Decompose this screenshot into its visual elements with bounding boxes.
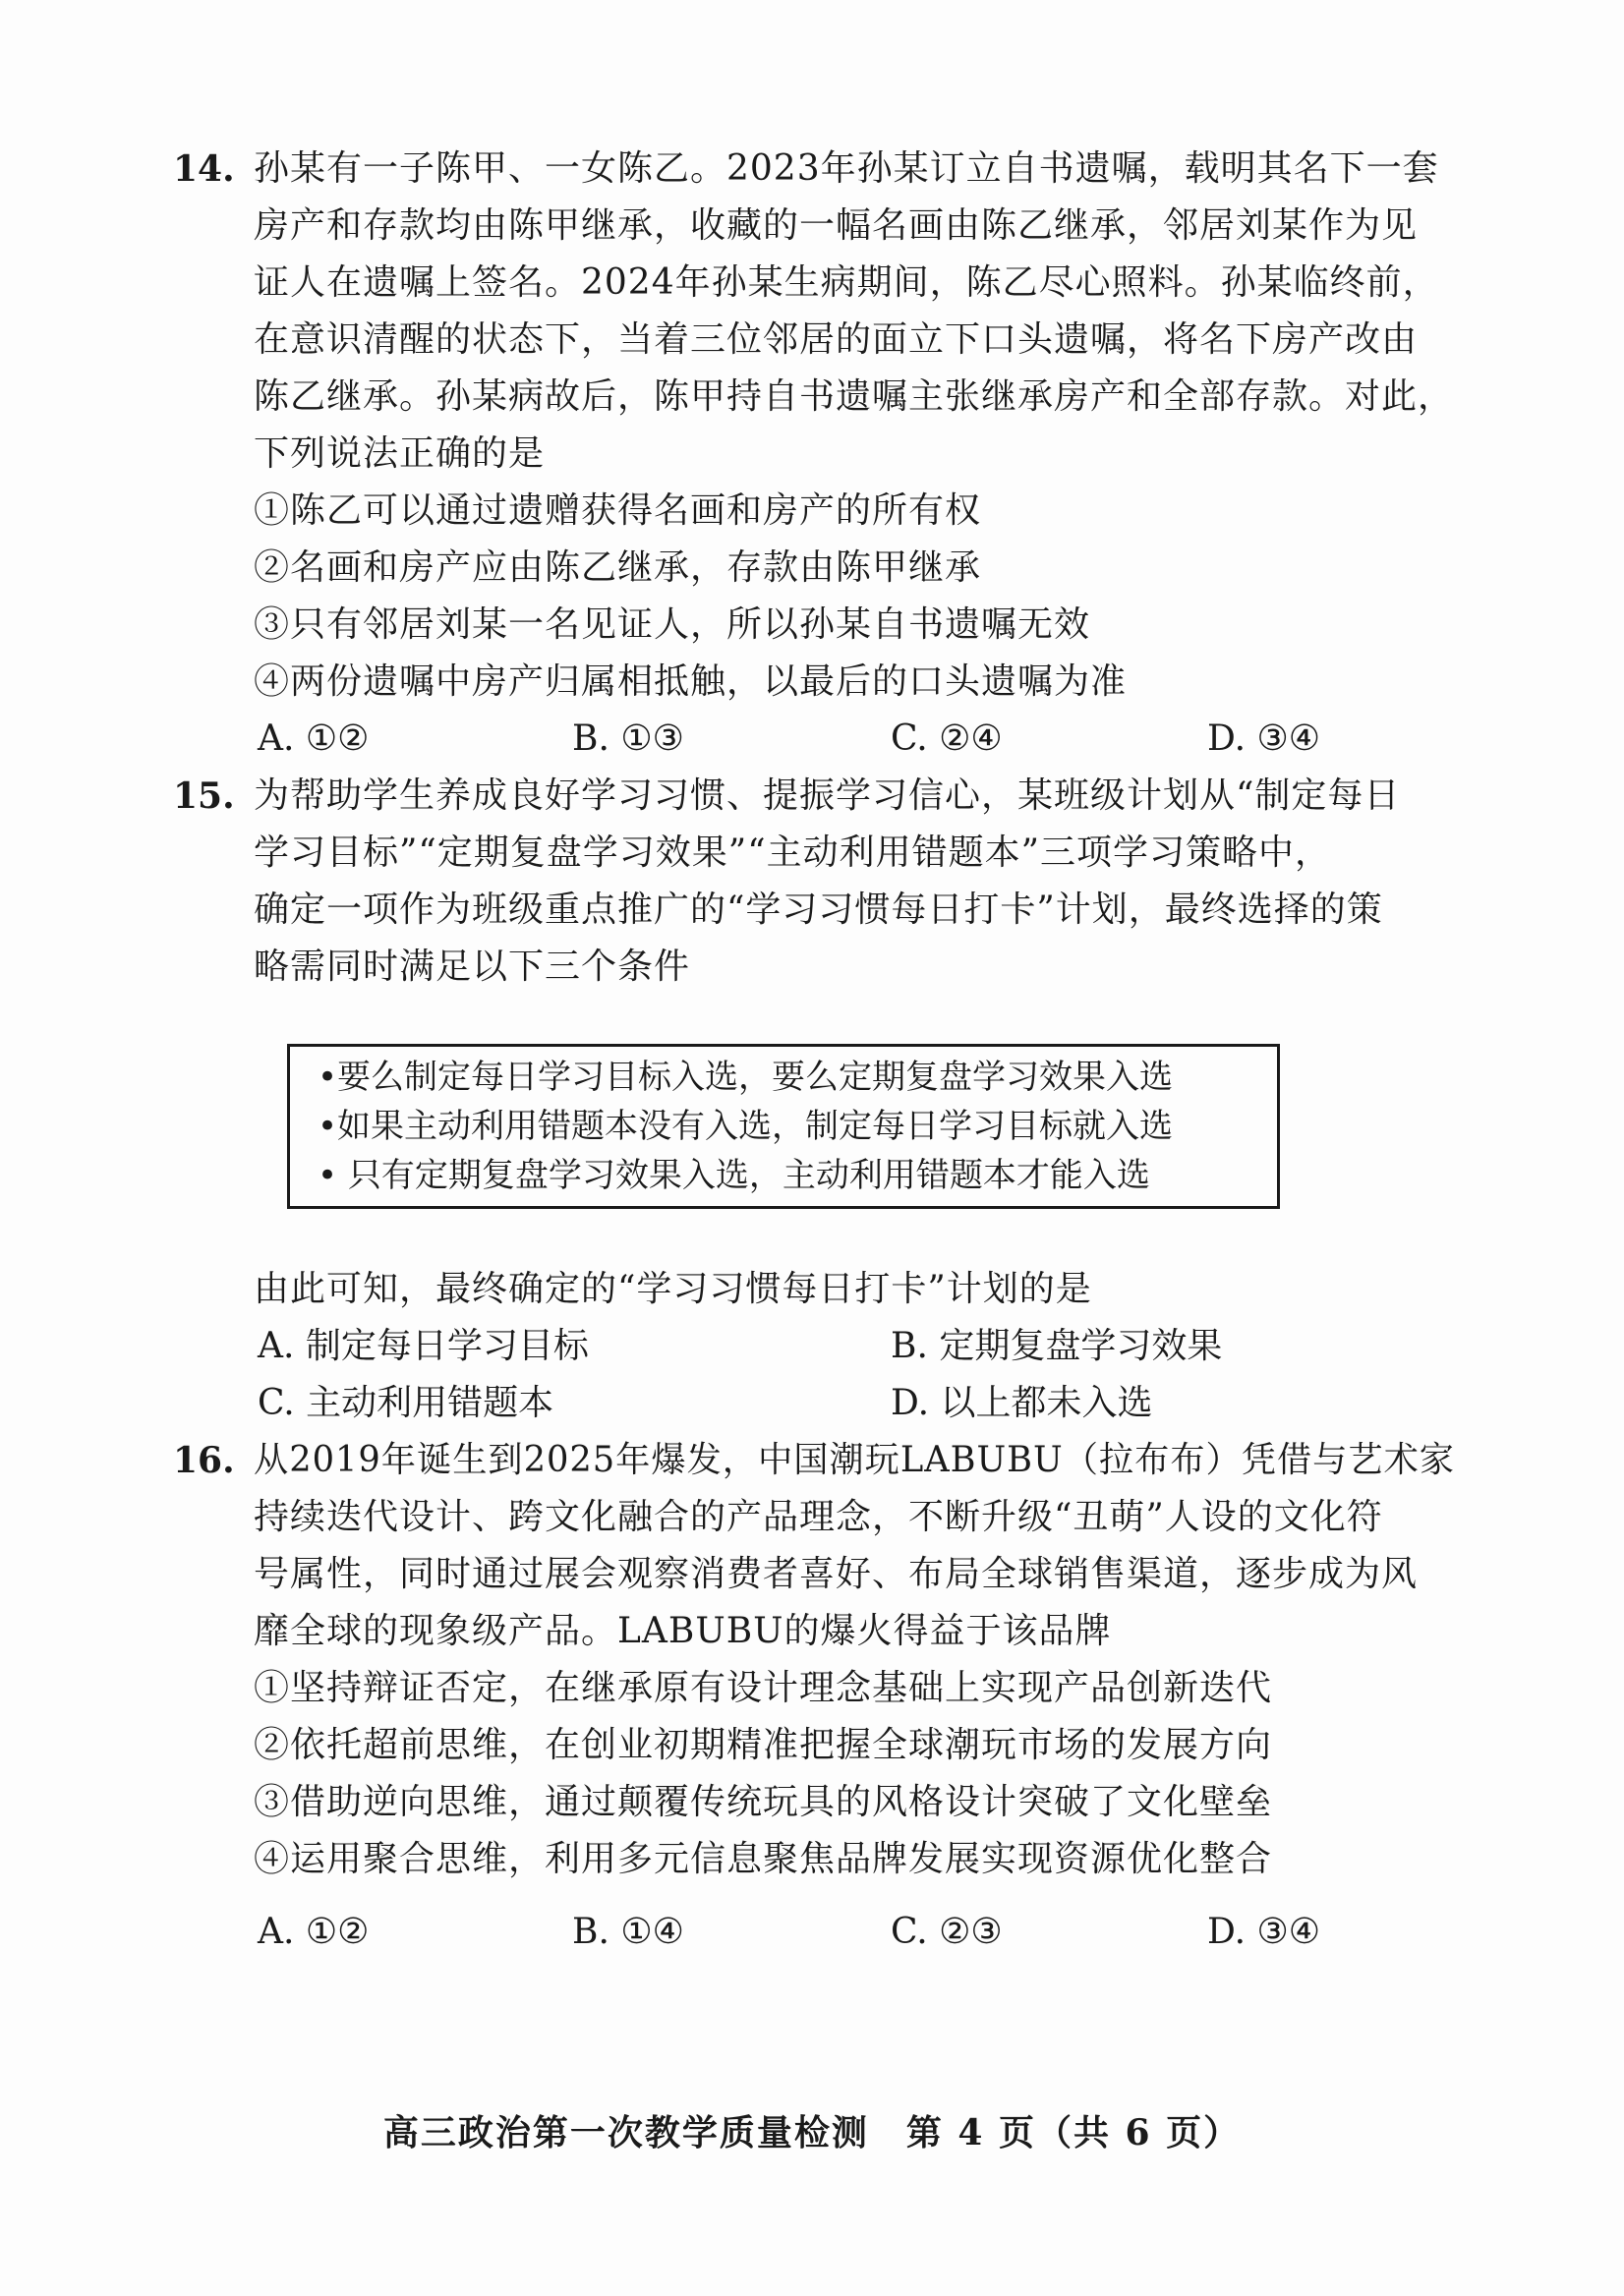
question-16-statement: ③借助逆向思维，通过颠覆传统玩具的风格设计突破了文化壁垒 bbox=[254, 1782, 1273, 1822]
question-14-option-c: C. ②④ bbox=[891, 718, 1003, 759]
question-14-option-b: B. ①③ bbox=[572, 718, 684, 759]
question-15-line: 为帮助学生养成良好学习习惯、提振学习信心，某班级计划从“制定每日 bbox=[254, 775, 1401, 816]
question-15-option-a: A. 制定每日学习目标 bbox=[258, 1326, 589, 1366]
conditions-box bbox=[287, 1044, 1280, 1209]
question-16-line: 从2019年诞生到2025年爆发，中国潮玩LABUBU（拉布布）凭借与艺术家 bbox=[254, 1440, 1455, 1480]
question-14-statement: ②名画和房产应由陈乙继承，存款由陈甲继承 bbox=[254, 547, 982, 588]
condition-item: •要么制定每日学习目标入选，要么定期复盘学习效果入选 bbox=[318, 1058, 1174, 1097]
question-16-option-d: D. ③④ bbox=[1207, 1912, 1321, 1952]
question-16-line: 号属性，同时通过展会观察消费者喜好、布局全球销售渠道，逐步成为风 bbox=[254, 1554, 1419, 1594]
question-15-conclusion: 由此可知，最终确定的“学习习惯每日打卡”计划的是 bbox=[254, 1269, 1092, 1309]
question-15-option-b: B. 定期复盘学习效果 bbox=[891, 1326, 1223, 1366]
question-15-option-c: C. 主动利用错题本 bbox=[258, 1383, 554, 1423]
question-14-number: 14. bbox=[173, 148, 235, 190]
question-14-option-d: D. ③④ bbox=[1207, 718, 1321, 759]
question-14-line: 孙某有一子陈甲、一女陈乙。2023年孙某订立自书遗嘱，载明其名下一套 bbox=[254, 148, 1439, 189]
question-14-line: 在意识清醒的状态下，当着三位邻居的面立下口头遗嘱，将名下房产改由 bbox=[254, 319, 1419, 360]
question-15-number: 15. bbox=[173, 775, 235, 817]
question-16-line: 靡全球的现象级产品。LABUBU的爆火得益于该品牌 bbox=[254, 1611, 1112, 1651]
question-15-line: 学习目标”“定期复盘学习效果”“主动利用错题本”三项学习策略中， bbox=[254, 832, 1332, 873]
page-footer: 高三政治第一次教学质量检测 第 4 页（共 6 页） bbox=[382, 2112, 1242, 2153]
question-14-statement: ①陈乙可以通过遗赠获得名画和房产的所有权 bbox=[254, 490, 982, 531]
condition-item: •如果主动利用错题本没有入选，制定每日学习目标就入选 bbox=[318, 1107, 1174, 1146]
question-14-line: 下列说法正确的是 bbox=[254, 433, 546, 474]
question-14-line: 证人在遗嘱上签名。2024年孙某生病期间，陈乙尽心照料。孙某临终前， bbox=[254, 262, 1439, 303]
question-16-statement: ①坚持辩证否定，在继承原有设计理念基础上实现产品创新迭代 bbox=[254, 1668, 1273, 1708]
question-14-statement: ③只有邻居刘某一名见证人，所以孙某自书遗嘱无效 bbox=[254, 604, 1091, 645]
question-16-statement: ②依托超前思维，在创业初期精准把握全球潮玩市场的发展方向 bbox=[254, 1725, 1273, 1765]
question-14-line: 房产和存款均由陈甲继承，收藏的一幅名画由陈乙继承，邻居刘某作为见 bbox=[254, 205, 1419, 246]
question-14-option-a: A. ①② bbox=[258, 718, 370, 759]
question-15-option-d: D. 以上都未入选 bbox=[891, 1383, 1153, 1423]
question-16-number: 16. bbox=[173, 1440, 235, 1481]
question-16-option-a: A. ①② bbox=[258, 1912, 370, 1952]
question-14-statement: ④两份遗嘱中房产归属相抵触，以最后的口头遗嘱为准 bbox=[254, 661, 1128, 702]
condition-item: • 只有定期复盘学习效果入选，主动利用错题本才能入选 bbox=[318, 1156, 1150, 1195]
question-16-line: 持续迭代设计、跨文化融合的产品理念，不断升级“丑萌”人设的文化符 bbox=[254, 1497, 1383, 1537]
question-15-line: 略需同时满足以下三个条件 bbox=[254, 947, 691, 987]
question-15-line: 确定一项作为班级重点推广的“学习习惯每日打卡”计划，最终选择的策 bbox=[254, 890, 1383, 930]
question-16-option-b: B. ①④ bbox=[572, 1912, 684, 1952]
question-14-line: 陈乙继承。孙某病故后，陈甲持自书遗嘱主张继承房产和全部存款。对此， bbox=[254, 376, 1455, 417]
question-16-statement: ④运用聚合思维，利用多元信息聚焦品牌发展实现资源优化整合 bbox=[254, 1839, 1273, 1879]
question-16-option-c: C. ②③ bbox=[891, 1912, 1003, 1952]
